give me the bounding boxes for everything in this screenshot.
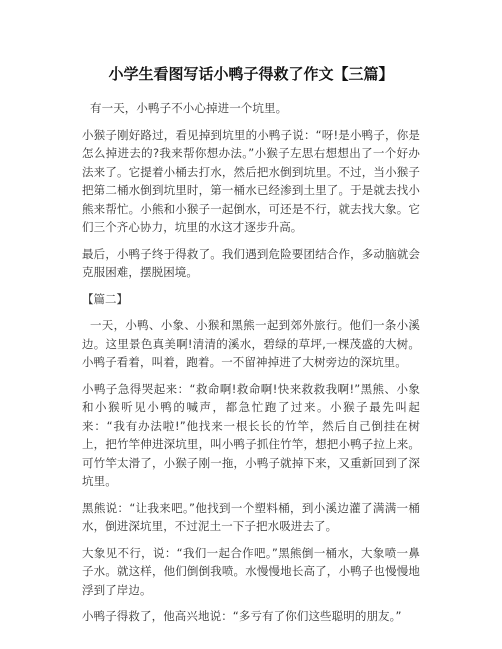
section-heading: 【篇二】	[82, 291, 128, 306]
paragraph: 最后，小鸭子终于得救了。我们遇到危险要团结合作，多动脑就会克服困难，摆脱困境。	[82, 246, 420, 279]
paragraph: 黑熊说：“让我来吧。”他找到一个塑料桶，到小溪边灌了满满一桶水，倒进深坑里，不过泥土一下子把水吸进去了。	[82, 500, 420, 533]
paragraph: 一天，小鸭、小象、小猴和黑熊一起到郊外旅行。他们一条小溪边。这里景色真美啊!清清的溪水，碧绿的草坪,一棵茂盛的大树。小鸭子看着，叫着，跑着。一不留神掉进了大树旁边的深坑里。	[82, 318, 420, 369]
paragraph: 小鸭子得救了，他高兴地说：“多亏有了你们这些聪明的朋友。”	[82, 609, 402, 623]
paragraph: 有一天，小鸭子不小心掉进一个坑里。	[90, 101, 288, 115]
paragraph: 小猴子刚好路过，看见掉到坑里的小鸭子说：“呀!是小鸭子，你是怎么掉进去的?我来帮你想办法。”小猴子左思右想想出了一个好办法来了。它提着小桶去打水，然后把水倒到坑里。不过，当小猴子把第二桶水倒到坑里时，第一桶水已经渗到土里了。于是就去找小熊来帮忙。小熊和小猴子一起倒水，可还是不行，就去找大象。它们三个齐心协力，坑里的水这才逐步升高。	[82, 127, 420, 234]
paragraph: 大象见不行，说：“我们一起合作吧。”黑熊倒一桶水，大象喷一鼻子水。就这样，他们倒倒我喷。水慢慢地长高了，小鸭子也慢慢地浮到了岸边。	[82, 545, 420, 597]
paragraph: 小鸭子急得哭起来：“救命啊!救命啊!快来救救我啊!”黑熊、小象和小猴听见小鸭的喊声，都急忙跑了过来。小猴子最先叫起来：“我有办法啦!”他找来一根长长的竹竿，然后自己倒挂在树上，把竹竿伸进深坑里，叫小鸭子抓住竹竿，想把小鸭子拉上来。可竹竿太滑了，小猴子刚一拖，小鸭子就掉下来，又重新回到了深坑里。	[82, 381, 420, 488]
document-title: 小学生看图写话小鸭子得救了作文【三篇】	[108, 65, 394, 83]
